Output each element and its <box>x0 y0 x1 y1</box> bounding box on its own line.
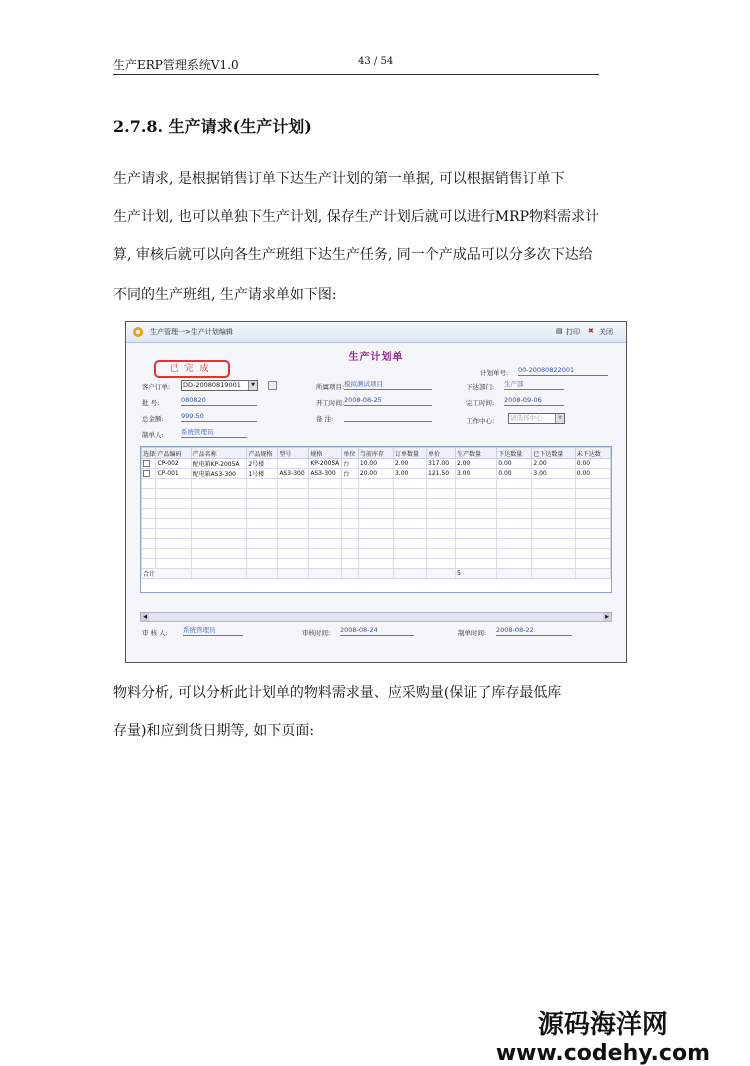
audit-time-label: 审核时间: <box>302 629 331 637</box>
table-cell: 配电箱KP-2005A <box>191 459 247 469</box>
row-checkbox-cell[interactable] <box>142 459 156 469</box>
empty-row <box>142 479 611 489</box>
table-cell: 0.00 <box>575 469 610 479</box>
column-header: 已下达数量 <box>532 448 575 459</box>
table-cell: 台 <box>342 459 359 469</box>
column-header: 单位 <box>342 448 359 459</box>
empty-row <box>142 489 611 499</box>
batch-field[interactable]: 080820 <box>181 396 257 406</box>
column-header: 规格 <box>309 448 342 459</box>
table-cell: 317.00 <box>427 459 456 469</box>
table-cell: 0.00 <box>497 469 532 479</box>
paragraph-line: 生产计划, 也可以单独下生产计划, 保存生产计划后就可以进行MRP物料需求计 <box>113 209 600 225</box>
total-row <box>142 569 611 579</box>
table-cell: 20.00 <box>358 469 393 479</box>
column-header: 下达数量 <box>497 448 532 459</box>
created-time-label: 制单时间: <box>458 629 487 637</box>
maker-label: 制单人: <box>142 431 164 439</box>
start-time-label: 开工时间: <box>316 399 345 407</box>
table-cell: AS3-300 <box>278 469 309 479</box>
table-cell: 2.00 <box>532 459 575 469</box>
section-title: 2.7.8. 生产请求(生产计划) <box>113 117 312 136</box>
plan-no-field[interactable]: 00-20080822001 <box>518 366 608 376</box>
empty-row <box>142 539 611 549</box>
table-cell: 2.00 <box>455 459 496 469</box>
customer-order-label: 客户订单: <box>142 383 171 391</box>
audit-time-field[interactable]: 2008-08-24 <box>340 626 414 636</box>
scroll-right-icon[interactable]: ▶ <box>603 613 611 621</box>
total-row-label: 合计 <box>142 569 192 579</box>
paragraph-line: 生产请求, 是根据销售订单下达生产计划的第一单据, 可以根据销售订单下 <box>113 171 565 187</box>
column-header: 产品名称 <box>191 448 247 459</box>
workcenter-select[interactable]: 请选择中心 ▼ <box>508 413 565 424</box>
table-cell: 台 <box>342 469 359 479</box>
empty-row <box>142 549 611 559</box>
paragraph-line: 不同的生产班组, 生产请求单如下图: <box>113 287 337 303</box>
lookup-icon[interactable] <box>268 381 277 390</box>
paragraph-line: 物料分析, 可以分析此计划单的物料需求量、应采购量(保证了库存最低库 <box>113 685 562 701</box>
status-stamp: 已完成 <box>154 360 230 378</box>
total-row-qty: 5 <box>455 569 496 579</box>
column-header: 产品编码 <box>156 448 191 459</box>
table-cell: 配电箱AS3-300 <box>191 469 247 479</box>
column-header: 生产数量 <box>455 448 496 459</box>
table-cell: AS3-300 <box>309 469 342 479</box>
created-time-field[interactable]: 2008-08-22 <box>496 626 572 636</box>
remark-field[interactable] <box>344 412 432 422</box>
finish-time-label: 完工时间: <box>466 399 495 407</box>
print-icon[interactable]: ▤ <box>556 327 563 335</box>
table-cell: KP-2005A <box>309 459 342 469</box>
empty-row <box>142 499 611 509</box>
finish-time-field[interactable]: 2008-09-06 <box>504 396 564 406</box>
erp-screenshot <box>125 321 627 663</box>
table-cell: 2.00 <box>393 459 426 469</box>
column-header: 型号 <box>278 448 309 459</box>
table-cell: 2号楼 <box>247 459 278 469</box>
project-field[interactable]: 模拟测试项目 <box>344 380 432 390</box>
chevron-down-icon[interactable]: ▼ <box>248 381 257 390</box>
watermark-title: 源码海洋网 <box>537 1010 668 1040</box>
column-header: 单价 <box>427 448 456 459</box>
customer-order-select[interactable]: DD-20080819001 ▼ <box>181 380 258 391</box>
close-button[interactable]: 关闭 <box>599 328 613 336</box>
table-cell: 1号楼 <box>247 469 278 479</box>
breadcrumb: 生产管理一>生产计划编辑 <box>150 328 233 336</box>
form-title: 生产计划单 <box>348 352 404 363</box>
grid-header-row <box>142 448 611 459</box>
column-header: 未下达数 <box>575 448 610 459</box>
site-watermark <box>496 1004 710 1066</box>
watermark-url: www.codehy.com <box>495 1041 710 1066</box>
total-amount-label: 总金额: <box>142 415 164 423</box>
window-titlebar <box>126 322 626 343</box>
table-row[interactable] <box>142 469 611 479</box>
workcenter-label: 工作中心: <box>466 417 495 425</box>
table-cell: 3.00 <box>532 469 575 479</box>
chevron-down-icon[interactable]: ▼ <box>555 414 564 423</box>
row-checkbox-cell[interactable] <box>142 469 156 479</box>
column-header: 选择 <box>142 448 156 459</box>
app-logo-icon <box>132 326 144 338</box>
horizontal-scrollbar[interactable] <box>140 612 612 622</box>
close-icon[interactable]: ✖ <box>588 327 594 335</box>
table-cell: 0.00 <box>497 459 532 469</box>
paragraph-line: 算, 审核后就可以向各生产班组下达生产任务, 同一个产成品可以分多次下达给 <box>113 247 593 263</box>
scroll-left-icon[interactable]: ◀ <box>141 613 149 621</box>
empty-row <box>142 519 611 529</box>
table-cell: 3.00 <box>455 469 496 479</box>
table-cell: CP-001 <box>156 469 191 479</box>
row-checkbox[interactable] <box>143 460 150 467</box>
project-label: 所属项目: <box>316 383 345 391</box>
empty-row <box>142 509 611 519</box>
table-cell: CP-002 <box>156 459 191 469</box>
document-title: 生产ERP管理系统V1.0 <box>113 58 239 72</box>
table-cell: 0.00 <box>575 459 610 469</box>
row-checkbox[interactable] <box>143 470 150 477</box>
auditor-label: 审 核 人: <box>142 629 168 637</box>
auditor-field[interactable]: 系统管理员 <box>183 626 243 636</box>
product-grid <box>140 446 612 593</box>
page-number: 43 / 54 <box>358 56 394 67</box>
total-amount-field[interactable]: 999.50 <box>181 412 257 422</box>
print-button[interactable]: 打印 <box>566 328 580 336</box>
dept-label: 下达部门: <box>466 383 495 391</box>
paragraph-line: 存量)和应到货日期等, 如下页面: <box>113 723 315 739</box>
column-header: 订单数量 <box>393 448 426 459</box>
table-cell <box>278 459 309 469</box>
column-header: 产品规格 <box>247 448 278 459</box>
table-cell: 3.00 <box>393 469 426 479</box>
dept-field[interactable]: 生产部 <box>504 380 564 390</box>
table-cell: 121.50 <box>427 469 456 479</box>
remark-label: 备 注: <box>316 415 334 423</box>
empty-row <box>142 559 611 569</box>
maker-field[interactable]: 系统管理员 <box>181 428 247 438</box>
table-cell: 10.00 <box>358 459 393 469</box>
table-row[interactable] <box>142 459 611 469</box>
page-header <box>113 54 599 75</box>
start-time-field[interactable]: 2008-08-25 <box>344 396 432 406</box>
empty-row <box>142 529 611 539</box>
batch-label: 批 号: <box>142 399 160 407</box>
plan-no-label: 计划单号: <box>480 369 509 377</box>
column-header: 当前库存 <box>358 448 393 459</box>
